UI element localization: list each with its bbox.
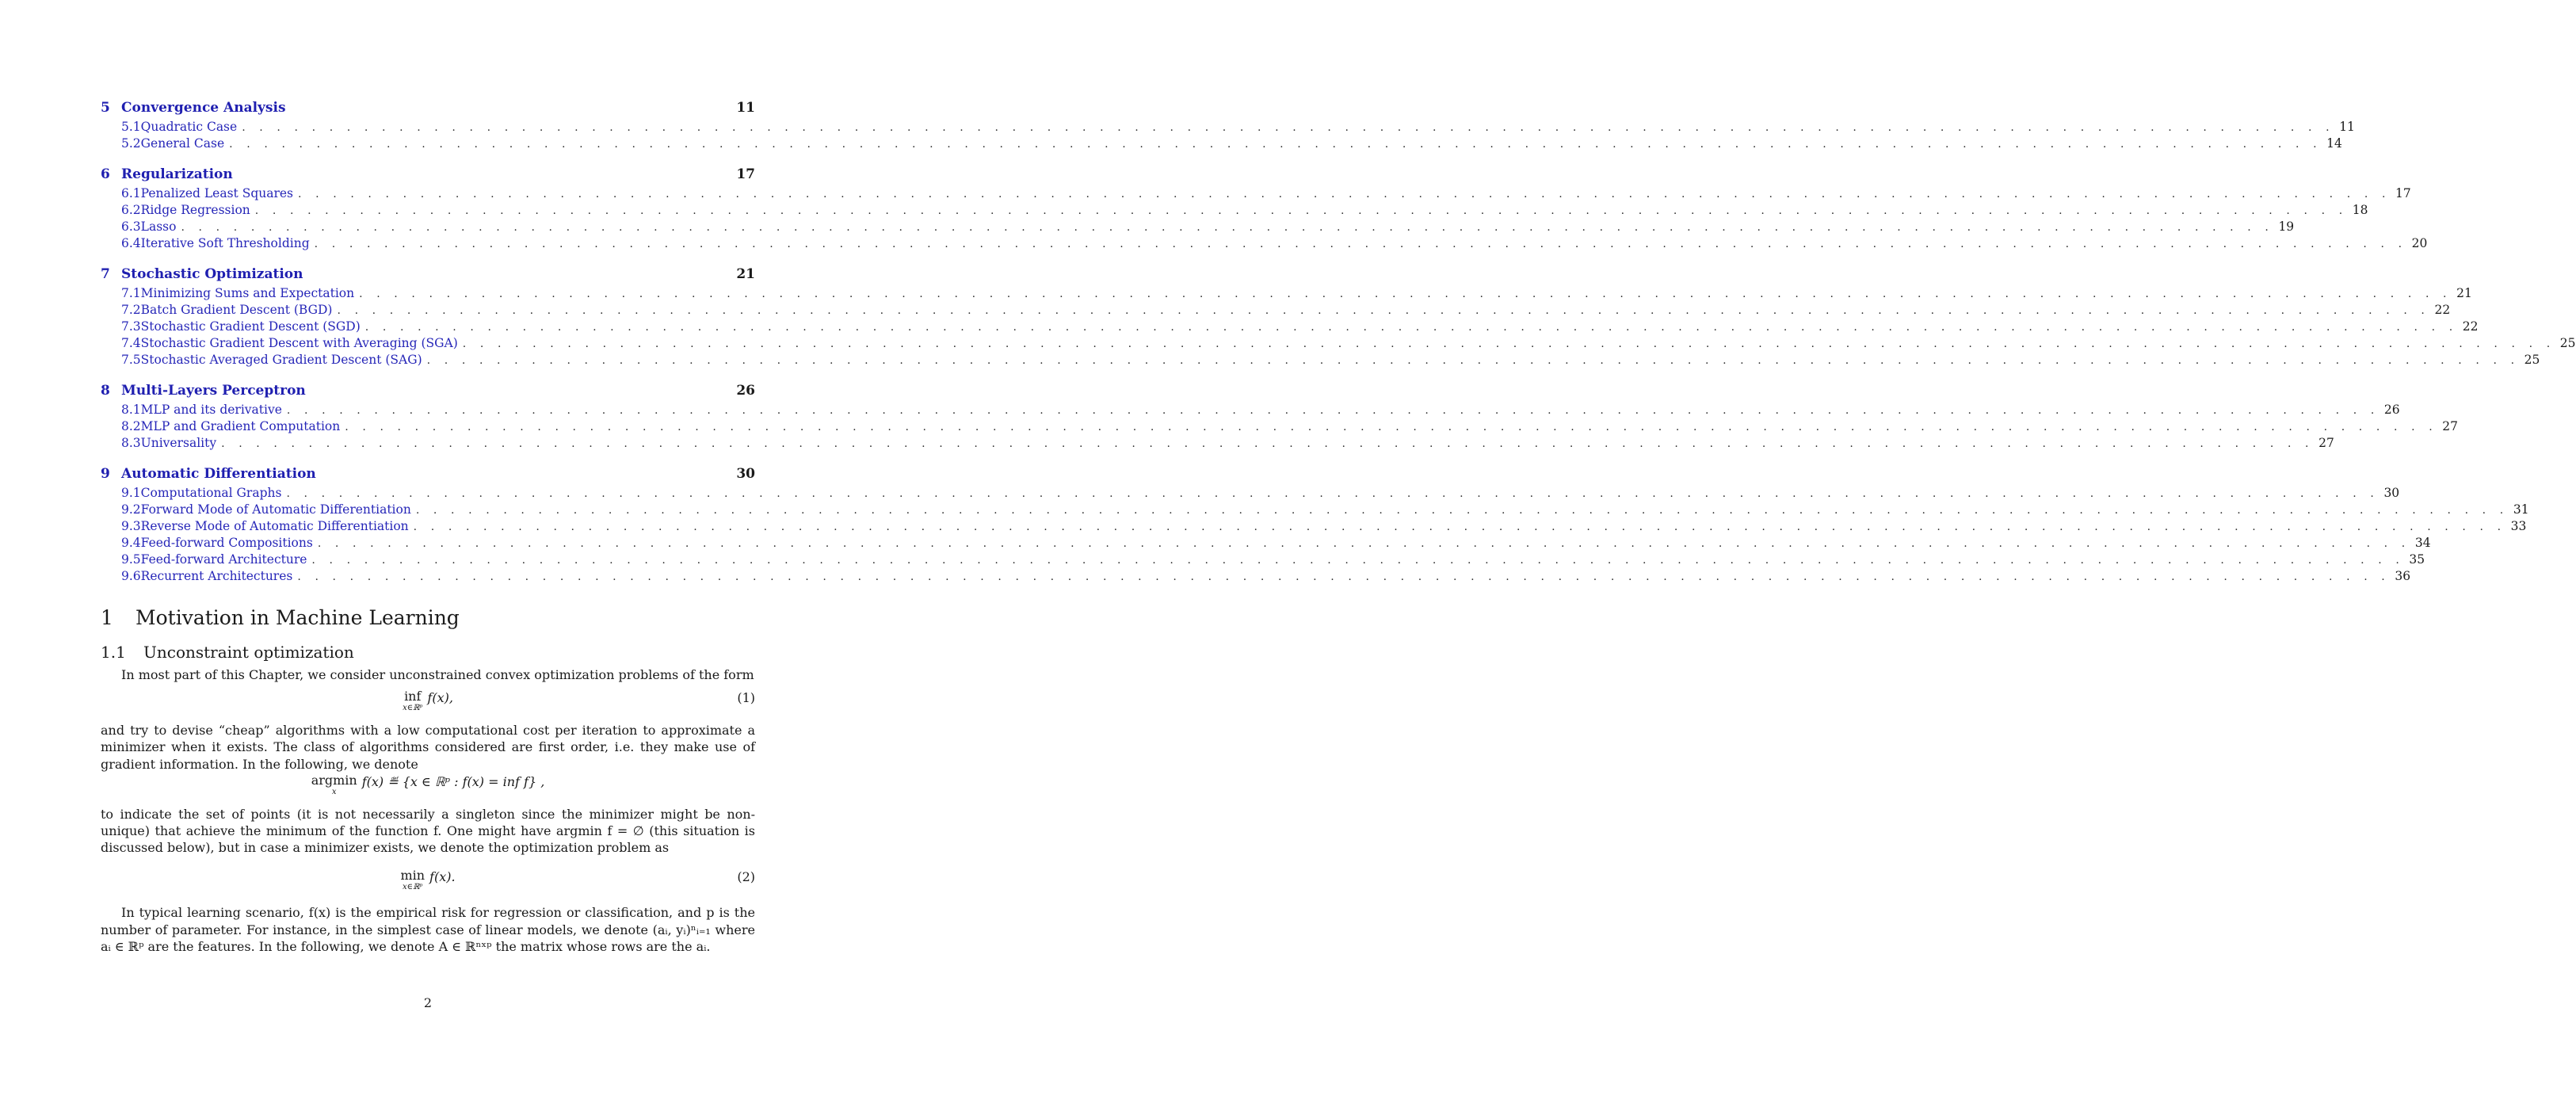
toc-section-number: 5 <box>101 100 110 116</box>
toc-subsection-link[interactable] <box>101 436 2334 452</box>
toc-subsection-link[interactable] <box>101 519 2527 536</box>
toc-subsection-link[interactable] <box>101 502 2529 519</box>
toc-section-page: 17 <box>736 166 755 182</box>
equation-argmin <box>101 774 755 806</box>
toc-subsection-page: 25 <box>2559 336 2576 350</box>
toc-subsection-page: 19 <box>2278 219 2295 234</box>
toc-subsection-title: Minimizing Sums and Expectation <box>140 286 355 300</box>
toc-dot-leader: . . . . . . . . . . . . . . . . . . . . . . . . . . . . . . . . . . . . . . . . . . . . . . . . . . . . . . . . . . . . . . . . . . . . . . . . . . . . . . . . . . . . . . . . . . . . . . . . . . . . . . . . . . . . . . . . . . . . . . . . <box>254 204 2348 217</box>
toc-subsection-title: Feed-forward Compositions <box>140 536 313 550</box>
toc-section-number: 8 <box>101 383 110 399</box>
toc-subsection-number: 8.3 <box>121 436 141 450</box>
toc-subsection-number: 7.1 <box>121 286 141 300</box>
toc-section-number: 7 <box>101 266 110 282</box>
toc-subsection-number: 5.2 <box>121 136 141 151</box>
paragraph-algorithms: and try to devise “cheap” algorithms with a low computational cost per iteration to approximate a minimizer when it exists. The class of algorithms considered are first order, i.e. they make use of gradient information. In the following, we denote <box>101 723 755 772</box>
toc-subsection-link[interactable] <box>101 286 2472 303</box>
equation-1-body: f(x), <box>427 690 453 706</box>
toc-subsection-title: Stochastic Gradient Descent with Averaging (SGA) <box>140 336 458 350</box>
toc-dot-leader: . . . . . . . . . . . . . . . . . . . . . . . . . . . . . . . . . . . . . . . . . . . . . . . . . . . . . . . . . . . . . . . . . . . . . . . . . . . . . . . . . . . . . . . . . . . . . . . . . . . . . . . . . . . . . . . . . . . . . . . . <box>221 437 2315 450</box>
toc-subsection-number: 6.3 <box>121 219 141 234</box>
equation-argmin-operator: argmin x <box>311 772 357 796</box>
toc-section-link[interactable] <box>101 166 755 186</box>
toc-section <box>101 266 2576 369</box>
toc-dot-leader: . . . . . . . . . . . . . . . . . . . . . . . . . . . . . . . . . . . . . . . . . . . . . . . . . . . . . . . . . . . . . . . . . . . . . . . . . . . . . . . . . . . . . . . . . . . . . . . . . . . . . . . . . . . . . . . . . . . . . . . . <box>297 571 2391 583</box>
toc-subsection-number: 9.6 <box>121 569 141 583</box>
toc-subsection-number: 7.5 <box>121 353 141 367</box>
subsection-number: 1.1 <box>101 643 126 662</box>
toc-subsection-page: 22 <box>2434 303 2451 317</box>
toc-dot-leader: . . . . . . . . . . . . . . . . . . . . . . . . . . . . . . . . . . . . . . . . . . . . . . . . . . . . . . . . . . . . . . . . . . . . . . . . . . . . . . . . . . . . . . . . . . . . . . . . . . . . . . . . . . . . . . . . . . . . . . . . <box>317 537 2410 550</box>
toc-dot-leader: . . . . . . . . . . . . . . . . . . . . . . . . . . . . . . . . . . . . . . . . . . . . . . . . . . . . . . . . . . . . . . . . . . . . . . . . . . . . . . . . . . . . . . . . . . . . . . . . . . . . . . . . . . . . . . . . . . . . . . . . <box>415 504 2509 517</box>
toc-subsection-link[interactable] <box>101 486 2400 502</box>
toc-subsection-page: 20 <box>2411 236 2428 250</box>
toc-subsection-title: Lasso <box>140 219 177 234</box>
toc-subsection-title: Iterative Soft Thresholding <box>140 236 310 250</box>
toc-subsection-link[interactable] <box>101 120 2355 136</box>
toc-subsection-page: 30 <box>2383 486 2400 500</box>
equation-2-operator: min x∈ℝᵖ <box>400 868 426 892</box>
toc-subsection-title: Computational Graphs <box>140 486 282 500</box>
toc-dot-leader: . . . . . . . . . . . . . . . . . . . . . . . . . . . . . . . . . . . . . . . . . . . . . . . . . . . . . . . . . . . . . . . . . . . . . . . . . . . . . . . . . . . . . . . . . . . . . . . . . . . . . . . . . . . . . . . . . . . . . . . . <box>462 338 2555 350</box>
toc-subsection-page: 27 <box>2318 436 2334 450</box>
subsection-title: Unconstraint optimization <box>143 643 354 662</box>
paragraph-minimizer: to indicate the set of points (it is not necessarily a singleton since the minimizer might be non-unique) that achieve the minimum of the function f. One might have argmin f = ∅ (this situation is discussed below), but in case a minimizer exists, we denote the optimization problem as <box>101 806 755 856</box>
toc-subsection-page: 14 <box>2326 136 2342 151</box>
toc-subsection-link[interactable] <box>101 419 2458 436</box>
toc-subsection-link[interactable] <box>101 236 2428 253</box>
toc-section-number: 6 <box>101 166 110 182</box>
toc-dot-leader: . . . . . . . . . . . . . . . . . . . . . . . . . . . . . . . . . . . . . . . . . . . . . . . . . . . . . . . . . . . . . . . . . . . . . . . . . . . . . . . . . . . . . . . . . . . . . . . . . . . . . . . . . . . . . . . . . . . . . . . . <box>229 138 2322 151</box>
toc-subsection-number: 7.3 <box>121 319 141 334</box>
toc-subsection-link[interactable] <box>101 353 2540 369</box>
toc-subsection-link[interactable] <box>101 136 2342 153</box>
toc-section-title: Multi-Layers Perceptron <box>121 383 306 399</box>
equation-2-label: (2) <box>737 869 755 885</box>
equation-2 <box>101 869 755 904</box>
toc-subsection-title: Penalized Least Squares <box>140 186 294 200</box>
equation-1 <box>101 690 755 722</box>
toc-subsection-page: 17 <box>2395 186 2411 200</box>
toc-section-link[interactable] <box>101 100 755 120</box>
table-of-contents <box>101 100 2576 586</box>
toc-section-link[interactable] <box>101 383 755 403</box>
toc-subsection-page: 36 <box>2395 569 2411 583</box>
toc-subsection-number: 8.2 <box>121 419 141 433</box>
toc-section <box>101 466 2529 586</box>
equation-2-body: f(x). <box>429 869 456 885</box>
toc-subsection-number: 6.2 <box>121 203 141 217</box>
equation-1-label: (1) <box>737 690 755 706</box>
toc-subsection-number: 9.1 <box>121 486 141 500</box>
toc-dot-leader: . . . . . . . . . . . . . . . . . . . . . . . . . . . . . . . . . . . . . . . . . . . . . . . . . . . . . . . . . . . . . . . . . . . . . . . . . . . . . . . . . . . . . . . . . . . . . . . . . . . . . . . . . . . . . . . . . . . . . . . . <box>286 487 2379 500</box>
toc-subsection-title: Stochastic Averaged Gradient Descent (SAG) <box>140 353 422 367</box>
toc-subsection-title: Reverse Mode of Automatic Differentiation <box>140 519 409 533</box>
toc-subsection-link[interactable] <box>101 403 2400 419</box>
toc-section-title: Stochastic Optimization <box>121 266 303 282</box>
toc-subsection-title: Recurrent Architectures <box>140 569 293 583</box>
equation-1-operator: inf x∈ℝᵖ <box>403 689 423 713</box>
toc-subsection-page: 26 <box>2383 403 2400 417</box>
toc-subsection-title: MLP and its derivative <box>140 403 282 417</box>
toc-dot-leader: . . . . . . . . . . . . . . . . . . . . . . . . . . . . . . . . . . . . . . . . . . . . . . . . . . . . . . . . . . . . . . . . . . . . . . . . . . . . . . . . . . . . . . . . . . . . . . . . . . . . . . . . . . . . . . . . . . . . . . . . <box>345 421 2438 433</box>
toc-section-page: 30 <box>736 466 755 482</box>
toc-subsection-number: 6.1 <box>121 186 141 200</box>
toc-subsection-link[interactable] <box>101 303 2451 319</box>
toc-section-page: 21 <box>736 266 755 282</box>
toc-subsection-number: 8.1 <box>121 403 141 417</box>
toc-subsection-title: Stochastic Gradient Descent (SGD) <box>140 319 361 334</box>
toc-subsection-title: Batch Gradient Descent (BGD) <box>140 303 333 317</box>
toc-subsection-number: 5.1 <box>121 120 141 134</box>
toc-subsection-page: 33 <box>2510 519 2527 533</box>
toc-subsection-page: 34 <box>2414 536 2431 550</box>
toc-subsection-title: Universality <box>140 436 217 450</box>
toc-subsection-title: Forward Mode of Automatic Differentiation <box>140 502 411 517</box>
toc-dot-leader: . . . . . . . . . . . . . . . . . . . . . . . . . . . . . . . . . . . . . . . . . . . . . . . . . . . . . . . . . . . . . . . . . . . . . . . . . . . . . . . . . . . . . . . . . . . . . . . . . . . . . . . . . . . . . . . . . . . . . . . . <box>359 288 2452 300</box>
toc-dot-leader: . . . . . . . . . . . . . . . . . . . . . . . . . . . . . . . . . . . . . . . . . . . . . . . . . . . . . . . . . . . . . . . . . . . . . . . . . . . . . . . . . . . . . . . . . . . . . . . . . . . . . . . . . . . . . . . . . . . . . . . . <box>314 238 2407 250</box>
toc-subsection-link[interactable] <box>101 569 2411 586</box>
toc-subsection-number: 9.2 <box>121 502 141 517</box>
equation-argmin-body: f(x) ≝ {x ∈ ℝᵖ : f(x) = inf f} , <box>361 773 545 789</box>
toc-section-page: 26 <box>736 383 755 399</box>
toc-section <box>101 100 2355 153</box>
toc-subsection-page: 21 <box>2456 286 2472 300</box>
toc-subsection-page: 27 <box>2442 419 2458 433</box>
toc-subsection-link[interactable] <box>101 536 2431 552</box>
toc-subsection-title: Ridge Regression <box>140 203 250 217</box>
toc-section-page: 11 <box>736 100 755 116</box>
toc-subsection-number: 7.4 <box>121 336 141 350</box>
toc-subsection-link[interactable] <box>101 552 2425 569</box>
toc-dot-leader: . . . . . . . . . . . . . . . . . . . . . . . . . . . . . . . . . . . . . . . . . . . . . . . . . . . . . . . . . . . . . . . . . . . . . . . . . . . . . . . . . . . . . . . . . . . . . . . . . . . . . . . . . . . . . . . . . . . . . . . . <box>298 188 2391 200</box>
toc-dot-leader: . . . . . . . . . . . . . . . . . . . . . . . . . . . . . . . . . . . . . . . . . . . . . . . . . . . . . . . . . . . . . . . . . . . . . . . . . . . . . . . . . . . . . . . . . . . . . . . . . . . . . . . . . . . . . . . . . . . . . . . . <box>426 354 2520 367</box>
toc-dot-leader: . . . . . . . . . . . . . . . . . . . . . . . . . . . . . . . . . . . . . . . . . . . . . . . . . . . . . . . . . . . . . . . . . . . . . . . . . . . . . . . . . . . . . . . . . . . . . . . . . . . . . . . . . . . . . . . . . . . . . . . . <box>364 321 2458 334</box>
toc-section <box>101 166 2428 253</box>
toc-subsection-link[interactable] <box>101 186 2411 203</box>
toc-subsection-number: 9.4 <box>121 536 141 550</box>
toc-subsection-title: MLP and Gradient Computation <box>140 419 341 433</box>
toc-section-title: Convergence Analysis <box>121 100 286 116</box>
section-number: 1 <box>101 606 113 629</box>
toc-dot-leader: . . . . . . . . . . . . . . . . . . . . . . . . . . . . . . . . . . . . . . . . . . . . . . . . . . . . . . . . . . . . . . . . . . . . . . . . . . . . . . . . . . . . . . . . . . . . . . . . . . . . . . . . . . . . . . . . . . . . . . . . <box>242 121 2335 134</box>
toc-subsection-link[interactable] <box>101 336 2576 353</box>
page-content <box>101 100 2576 955</box>
paragraph-intro: In most part of this Chapter, we consider unconstrained convex optimization problems of the form <box>121 667 754 682</box>
toc-subsection-link[interactable] <box>101 219 2295 236</box>
toc-subsection-page: 18 <box>2352 203 2368 217</box>
toc-subsection-page: 31 <box>2513 502 2529 517</box>
toc-dot-leader: . . . . . . . . . . . . . . . . . . . . . . . . . . . . . . . . . . . . . . . . . . . . . . . . . . . . . . . . . . . . . . . . . . . . . . . . . . . . . . . . . . . . . . . . . . . . . . . . . . . . . . . . . . . . . . . . . . . . . . . . <box>311 554 2405 567</box>
toc-subsection-page: 25 <box>2524 353 2540 367</box>
toc-subsection-number: 9.5 <box>121 552 141 567</box>
section-title: Motivation in Machine Learning <box>135 606 460 629</box>
page-number: 2 <box>423 995 433 1010</box>
toc-section-number: 9 <box>101 466 110 482</box>
toc-dot-leader: . . . . . . . . . . . . . . . . . . . . . . . . . . . . . . . . . . . . . . . . . . . . . . . . . . . . . . . . . . . . . . . . . . . . . . . . . . . . . . . . . . . . . . . . . . . . . . . . . . . . . . . . . . . . . . . . . . . . . . . . <box>286 404 2379 417</box>
toc-subsection-link[interactable] <box>101 319 2479 336</box>
toc-subsection-title: Feed-forward Architecture <box>140 552 307 567</box>
subsection-heading <box>101 643 755 666</box>
toc-section-title: Regularization <box>121 166 233 182</box>
toc-subsection-number: 9.3 <box>121 519 141 533</box>
toc-dot-leader: . . . . . . . . . . . . . . . . . . . . . . . . . . . . . . . . . . . . . . . . . . . . . . . . . . . . . . . . . . . . . . . . . . . . . . . . . . . . . . . . . . . . . . . . . . . . . . . . . . . . . . . . . . . . . . . . . . . . . . . . <box>337 304 2430 317</box>
toc-subsection-number: 6.4 <box>121 236 141 250</box>
toc-section-link[interactable] <box>101 266 755 286</box>
toc-subsection-page: 11 <box>2339 120 2355 134</box>
toc-section <box>101 383 2458 452</box>
section-heading <box>101 606 755 635</box>
toc-section-title: Automatic Differentiation <box>121 466 316 482</box>
toc-subsection-link[interactable] <box>101 203 2368 219</box>
toc-subsection-number: 7.2 <box>121 303 141 317</box>
toc-dot-leader: . . . . . . . . . . . . . . . . . . . . . . . . . . . . . . . . . . . . . . . . . . . . . . . . . . . . . . . . . . . . . . . . . . . . . . . . . . . . . . . . . . . . . . . . . . . . . . . . . . . . . . . . . . . . . . . . . . . . . . . . <box>181 221 2274 234</box>
toc-subsection-page: 35 <box>2409 552 2425 567</box>
toc-subsection-title: Quadratic Case <box>140 120 238 134</box>
toc-subsection-title: General Case <box>140 136 225 151</box>
toc-dot-leader: . . . . . . . . . . . . . . . . . . . . . . . . . . . . . . . . . . . . . . . . . . . . . . . . . . . . . . . . . . . . . . . . . . . . . . . . . . . . . . . . . . . . . . . . . . . . . . . . . . . . . . . . . . . . . . . . . . . . . . . . <box>413 521 2506 533</box>
toc-subsection-page: 22 <box>2462 319 2479 334</box>
toc-section-link[interactable] <box>101 466 755 486</box>
paragraph-learning: In typical learning scenario, f(x) is the empirical risk for regression or classification, and p is the number of parameter. For instance, in the simplest case of linear models, we denote (aᵢ, yᵢ)ⁿᵢ₌₁ where aᵢ ∈ ℝᵖ are the features. In the following, we denote A ∈ ℝⁿˣᵖ the matrix whose rows are the aᵢ. <box>101 905 755 954</box>
